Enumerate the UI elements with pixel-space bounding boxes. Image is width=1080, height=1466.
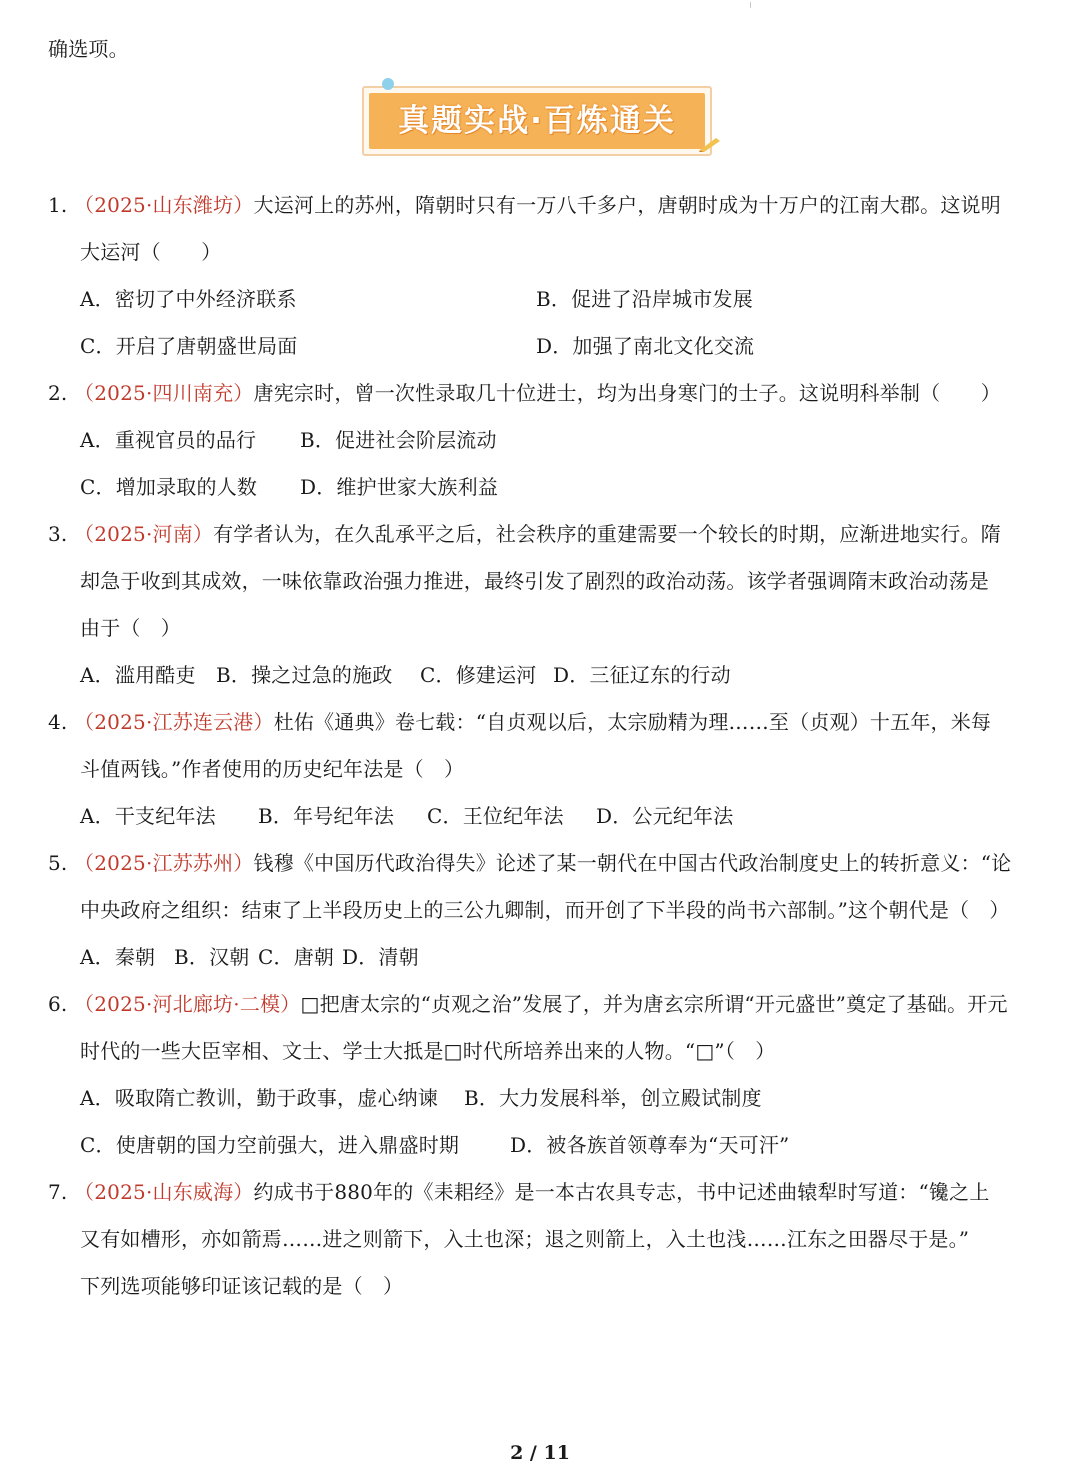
option-b: B．年号纪年法 [258, 804, 395, 828]
option-c: C．使唐朝的国力空前强大，进入鼎盛时期 [80, 1133, 460, 1157]
question-number: 4. [48, 710, 68, 734]
question-4-line-1 [48, 708, 991, 736]
option-d: D．公元纪年法 [596, 804, 734, 828]
question-stem: 杜佑《通典》卷七载：“自贞观以后，太宗励精为理……至（贞观）十五年，米每 [273, 710, 992, 734]
option-a: A．重视官员的品行 [80, 428, 257, 452]
section-banner [362, 86, 722, 158]
option-a: A．秦朝 [80, 945, 156, 969]
question-source: （2025·江苏连云港） [74, 710, 274, 734]
question-stem: 大运河上的苏州，隋朝时只有一万八千多户，唐朝时成为十万户的江南大郡。这说明 [253, 193, 1001, 217]
question-number: 5. [48, 851, 68, 875]
option-a: A．滥用酷吏 [80, 663, 196, 687]
question-number: 6. [48, 992, 68, 1016]
question-3-line-3: 由于（ ） [80, 616, 181, 640]
question-6-line-1 [48, 990, 1008, 1018]
banner-title: 真题实战·百炼通关 [398, 103, 676, 139]
question-5-line-1 [48, 849, 1011, 877]
option-d: D．被各族首领尊奉为“天可汗” [510, 1133, 790, 1157]
option-c: C．王位纪年法 [427, 804, 564, 828]
pencil-decoration-icon [698, 134, 722, 152]
option-d: D．清朝 [342, 945, 419, 969]
question-source: （2025·江苏苏州） [74, 851, 254, 875]
question-source: （2025·山东潍坊） [74, 193, 254, 217]
option-d: D．加强了南北文化交流 [536, 334, 755, 358]
question-5-line-2: 中央政府之组织：结束了上半段历史上的三公九卿制，而开创了下半段的尚书六部制。”这个朝代是（ ） [80, 898, 1010, 922]
question-7-line-3: 下列选项能够印证该记载的是（ ） [80, 1274, 404, 1298]
question-1-line-2: 大运河（ ） [80, 240, 222, 264]
option-c: C．修建运河 [420, 663, 537, 687]
question-number: 2. [48, 381, 68, 405]
option-c: C．增加录取的人数 [80, 475, 258, 499]
option-b: B．大力发展科举，创立殿试制度 [464, 1086, 762, 1110]
question-3-line-1 [48, 520, 1001, 548]
option-a: A．干支纪年法 [80, 804, 216, 828]
question-stem: 钱穆《中国历代政治得失》论述了某一朝代在中国古代政治制度史上的转折意义：“论 [253, 851, 1012, 875]
option-c: C．唐朝 [258, 945, 335, 969]
question-source: （2025·山东威海） [74, 1180, 254, 1204]
question-7-line-1 [48, 1178, 990, 1206]
question-number: 1. [48, 193, 68, 217]
banner-dot-icon [382, 78, 394, 90]
question-number: 7. [48, 1180, 68, 1204]
question-stem: □把唐太宗的“贞观之治”发展了，并为唐玄宗所谓“开元盛世”奠定了基础。开元 [300, 992, 1008, 1016]
question-source: （2025·河南） [74, 522, 214, 546]
question-6-line-2: 时代的一些大臣宰相、文士、学士大抵是□时代所培养出来的人物。“□”（ ） [80, 1039, 776, 1063]
question-source: （2025·河北廊坊·二模） [74, 992, 301, 1016]
option-a: A．吸取隋亡教训，勤于政事，虚心纳谏 [80, 1086, 439, 1110]
option-b: B．操之过急的施政 [216, 663, 393, 687]
question-source: （2025·四川南充） [74, 381, 254, 405]
question-3-line-2: 却急于收到其成效，一味依靠政治强力推进，最终引发了剧烈的政治动荡。该学者强调隋末政治动荡是 [80, 569, 989, 593]
option-b: B．汉朝 [174, 945, 250, 969]
page-number: 2 / 11 [510, 1442, 570, 1464]
question-stem: 唐宪宗时，曾一次性录取几十位进士，均为出身寒门的士子。这说明科举制（ ） [253, 381, 1001, 405]
question-stem: 有学者认为，在久乱承平之后，社会秩序的重建需要一个较长的时期，应渐进地实行。隋 [213, 522, 1001, 546]
top-tick-mark [750, 2, 751, 8]
option-a: A．密切了中外经济联系 [80, 287, 297, 311]
question-7-line-2: 又有如槽形，亦如箭焉……进之则箭下，入土也深；退之则箭上，入土也浅……江东之田器尽于是。” [80, 1227, 970, 1251]
question-4-line-2: 斗值两钱。”作者使用的历史纪年法是（ ） [80, 757, 465, 781]
question-1-line-1 [48, 191, 1001, 219]
question-2-line-1 [48, 379, 1001, 407]
option-b: B．促进了沿岸城市发展 [536, 287, 753, 311]
intro-tail-text: 确选项。 [48, 37, 129, 61]
option-b: B．促进社会阶层流动 [300, 428, 497, 452]
question-stem: 约成书于880年的《耒耜经》是一本古农具专志，书中记述曲辕犁时写道：“镵之上 [253, 1180, 990, 1204]
question-number: 3. [48, 522, 68, 546]
option-d: D．维护世家大族利益 [300, 475, 499, 499]
option-d: D．三征辽东的行动 [553, 663, 731, 687]
option-c: C．开启了唐朝盛世局面 [80, 334, 298, 358]
